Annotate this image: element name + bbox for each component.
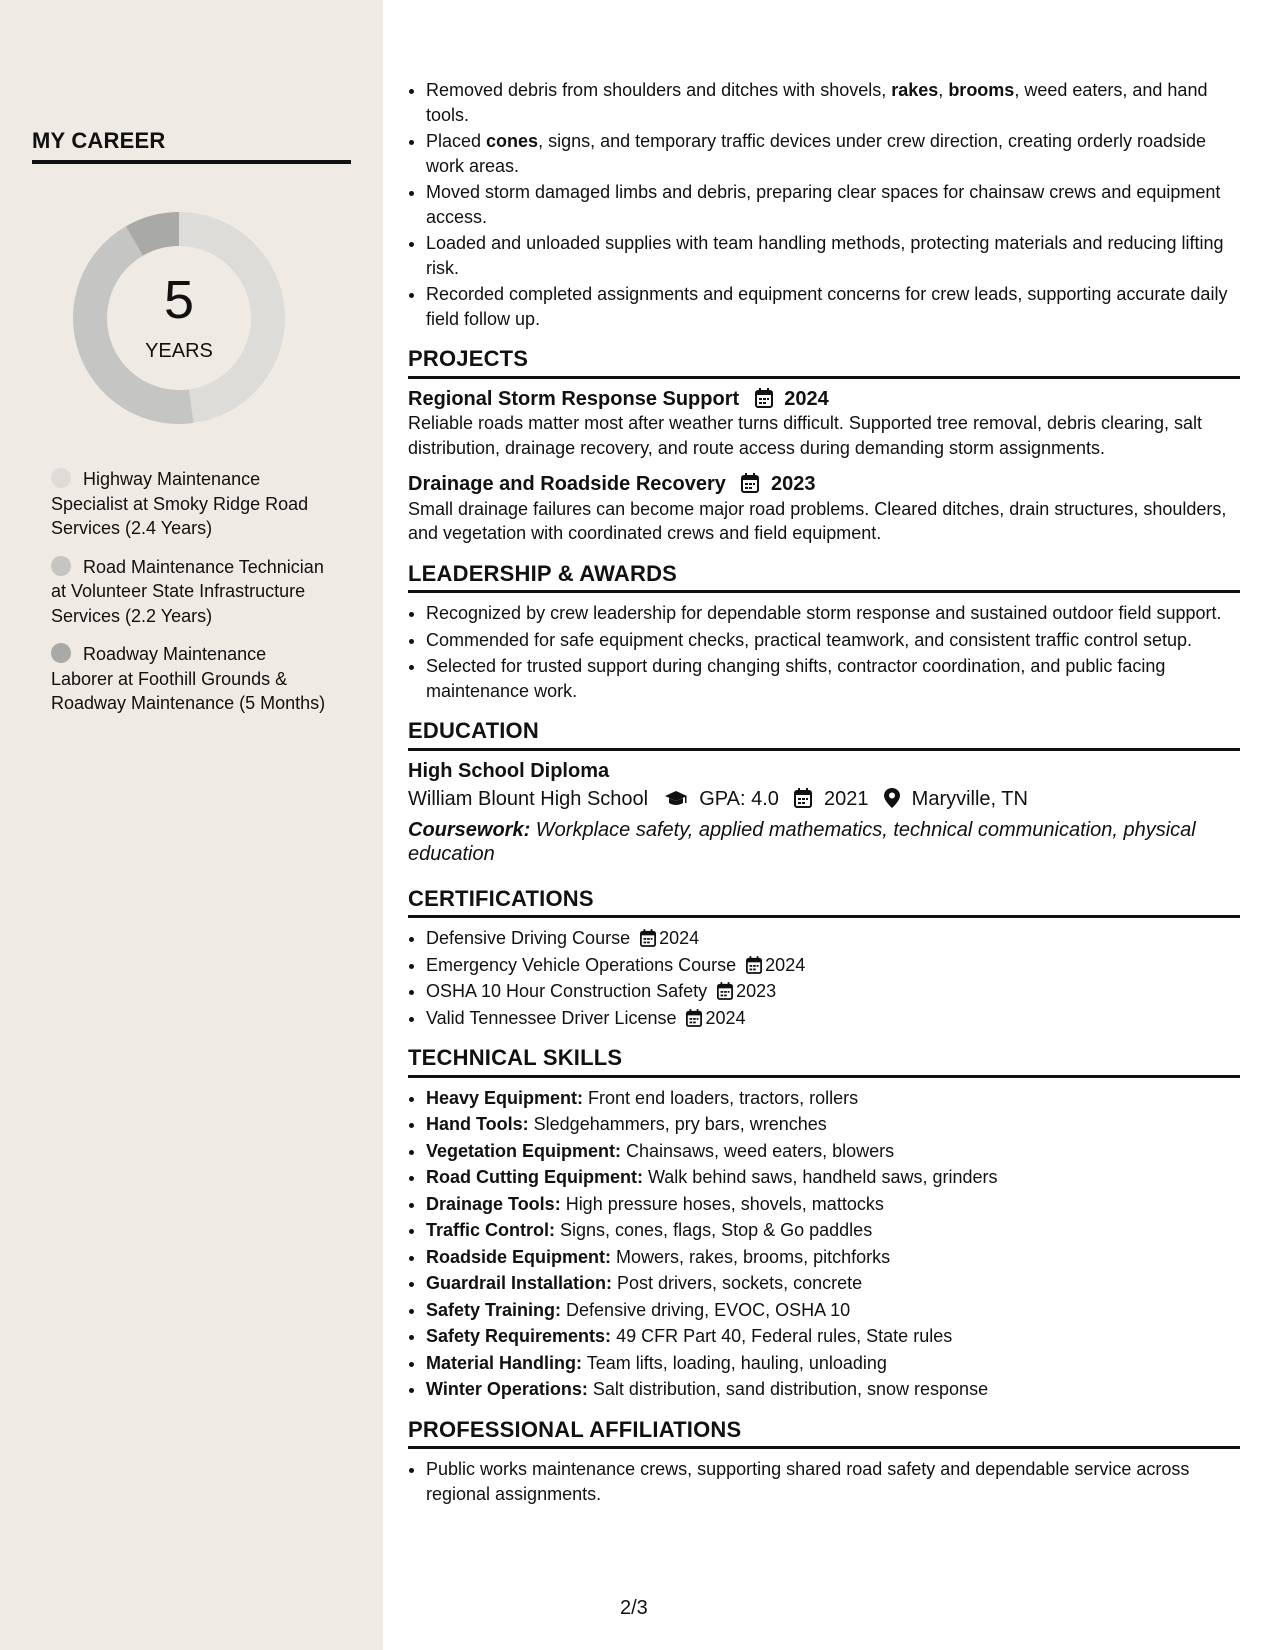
map-pin-icon xyxy=(884,788,900,808)
leadership-title: LEADERSHIP & AWARDS xyxy=(408,562,1240,594)
donut-segment-2 xyxy=(134,229,179,241)
education-degree: High School Diploma xyxy=(408,759,610,782)
legend-dot-icon xyxy=(51,468,71,488)
career-item-text: Highway Maintenance Specialist at Smoky Ridge Road Services (2.4 Years) xyxy=(51,469,309,538)
calendar-icon xyxy=(755,388,773,408)
affiliations-title: PROFESSIONAL AFFILIATIONS xyxy=(408,1418,1240,1450)
career-item xyxy=(51,555,331,629)
project-description: Reliable roads matter most after weather turns difficult. Supported tree removal, debris clearing, salt distribution, drainage recovery, and route access during demanding storm assignments. xyxy=(408,413,1203,458)
list-item: • Loaded and unloaded supplies with team handling methods, protecting materials and reducing lifting risk. xyxy=(426,231,1240,280)
calendar-icon xyxy=(686,1009,702,1027)
list-item: • Commended for safe equipment checks, practical teamwork, and consistent traffic control setup. xyxy=(426,628,1240,653)
education-details xyxy=(408,787,1240,812)
skill-item: • Vegetation Equipment: Chainsaws, weed eaters, blowers xyxy=(426,1139,1240,1164)
graduation-cap-icon xyxy=(664,790,688,808)
education-school: William Blount High School xyxy=(408,788,649,810)
calendar-icon xyxy=(746,956,762,974)
project-name: Drainage and Roadside Recovery xyxy=(408,473,726,495)
experience-bullets xyxy=(408,78,1240,331)
projects-title: PROJECTS xyxy=(408,347,1240,379)
skill-item: • Heavy Equipment: Front end loaders, tractors, rollers xyxy=(426,1086,1240,1111)
list-item: • Recorded completed assignments and equipment concerns for crew leads, supporting accurate daily field follow up. xyxy=(426,282,1240,331)
education-coursework: Coursework: Workplace safety, applied mathematics, technical communication, physical education xyxy=(408,818,1196,865)
list-item: • Valid Tennessee Driver License 2024 xyxy=(426,1006,1240,1031)
career-item-text: Roadway Maintenance Laborer at Foothill Grounds & Roadway Maintenance (5 Months) xyxy=(51,644,326,713)
calendar-icon xyxy=(717,982,733,1000)
list-item: • Placed cones, signs, and temporary traffic devices under crew direction, creating orderly roadside work areas. xyxy=(426,129,1240,178)
career-donut-chart xyxy=(64,203,294,433)
skills-list xyxy=(408,1086,1240,1402)
skill-item: • Safety Training: Defensive driving, EVOC, OSHA 10 xyxy=(426,1298,1240,1323)
list-item: • OSHA 10 Hour Construction Safety 2023 xyxy=(426,979,1240,1004)
project-year: 2024 xyxy=(784,387,829,410)
education-gpa: GPA: 4.0 xyxy=(699,788,779,810)
calendar-icon xyxy=(640,929,656,947)
skill-item: • Hand Tools: Sledgehammers, pry bars, wrenches xyxy=(426,1112,1240,1137)
career-item xyxy=(51,467,331,541)
legend-dot-icon xyxy=(51,556,71,576)
skill-item: • Safety Requirements: 49 CFR Part 40, Federal rules, State rules xyxy=(426,1324,1240,1349)
calendar-icon xyxy=(794,788,812,808)
career-legend xyxy=(51,467,331,730)
list-item: • Removed debris from shoulders and ditches with shovels, rakes, brooms, weed eaters, and hand tools. xyxy=(426,78,1240,127)
sidebar xyxy=(0,0,383,1650)
education-year: 2021 xyxy=(824,788,869,810)
skills-title: TECHNICAL SKILLS xyxy=(408,1046,1240,1078)
list-item: • Selected for trusted support during changing shifts, contractor coordination, and public facing maintenance work. xyxy=(426,654,1240,703)
list-item: • Moved storm damaged limbs and debris, preparing clear spaces for chainsaw crews and equipment access. xyxy=(426,180,1240,229)
legend-dot-icon xyxy=(51,643,71,663)
donut-label: YEARS xyxy=(145,340,213,362)
calendar-icon xyxy=(741,473,759,493)
main-content xyxy=(408,78,1240,1508)
skill-item: • Guardrail Installation: Post drivers, sockets, concrete xyxy=(426,1271,1240,1296)
skill-item: • Drainage Tools: High pressure hoses, shovels, mattocks xyxy=(426,1192,1240,1217)
donut-value: 5 xyxy=(163,270,195,330)
project-description: Small drainage failures can become major road problems. Cleared ditches, drain structures, shoulders, and vegetation with coordinated crews and field equipment. xyxy=(408,498,1227,543)
education-location: Maryville, TN xyxy=(911,788,1028,810)
certifications-list xyxy=(408,926,1240,1030)
affiliations-list xyxy=(408,1457,1240,1506)
list-item: • Public works maintenance crews, supporting shared road safety and dependable service across regional assignments. xyxy=(426,1457,1240,1506)
skill-item: • Material Handling: Team lifts, loading, hauling, unloading xyxy=(426,1351,1240,1376)
project-item xyxy=(408,387,1240,461)
project-name: Regional Storm Response Support xyxy=(408,387,740,410)
project-item xyxy=(408,472,1240,546)
skill-item: • Winter Operations: Salt distribution, sand distribution, snow response xyxy=(426,1377,1240,1402)
list-item: • Recognized by crew leadership for dependable storm response and sustained outdoor field support. xyxy=(426,601,1240,626)
certifications-title: CERTIFICATIONS xyxy=(408,887,1240,919)
skill-item: • Traffic Control: Signs, cones, flags, Stop & Go paddles xyxy=(426,1218,1240,1243)
skill-item: • Roadside Equipment: Mowers, rakes, brooms, pitchforks xyxy=(426,1245,1240,1270)
career-heading: MY CAREER xyxy=(32,128,351,164)
education-title: EDUCATION xyxy=(408,719,1240,751)
page-number: 2/3 xyxy=(620,1597,648,1619)
career-item xyxy=(51,642,331,716)
project-year: 2023 xyxy=(771,473,816,495)
list-item: • Defensive Driving Course 2024 xyxy=(426,926,1240,951)
leadership-list xyxy=(408,601,1240,703)
career-item-text: Road Maintenance Technician at Volunteer State Infrastructure Services (2.2 Years) xyxy=(51,556,324,626)
list-item: • Emergency Vehicle Operations Course 2024 xyxy=(426,953,1240,978)
skill-item: • Road Cutting Equipment: Walk behind saws, handheld saws, grinders xyxy=(426,1165,1240,1190)
